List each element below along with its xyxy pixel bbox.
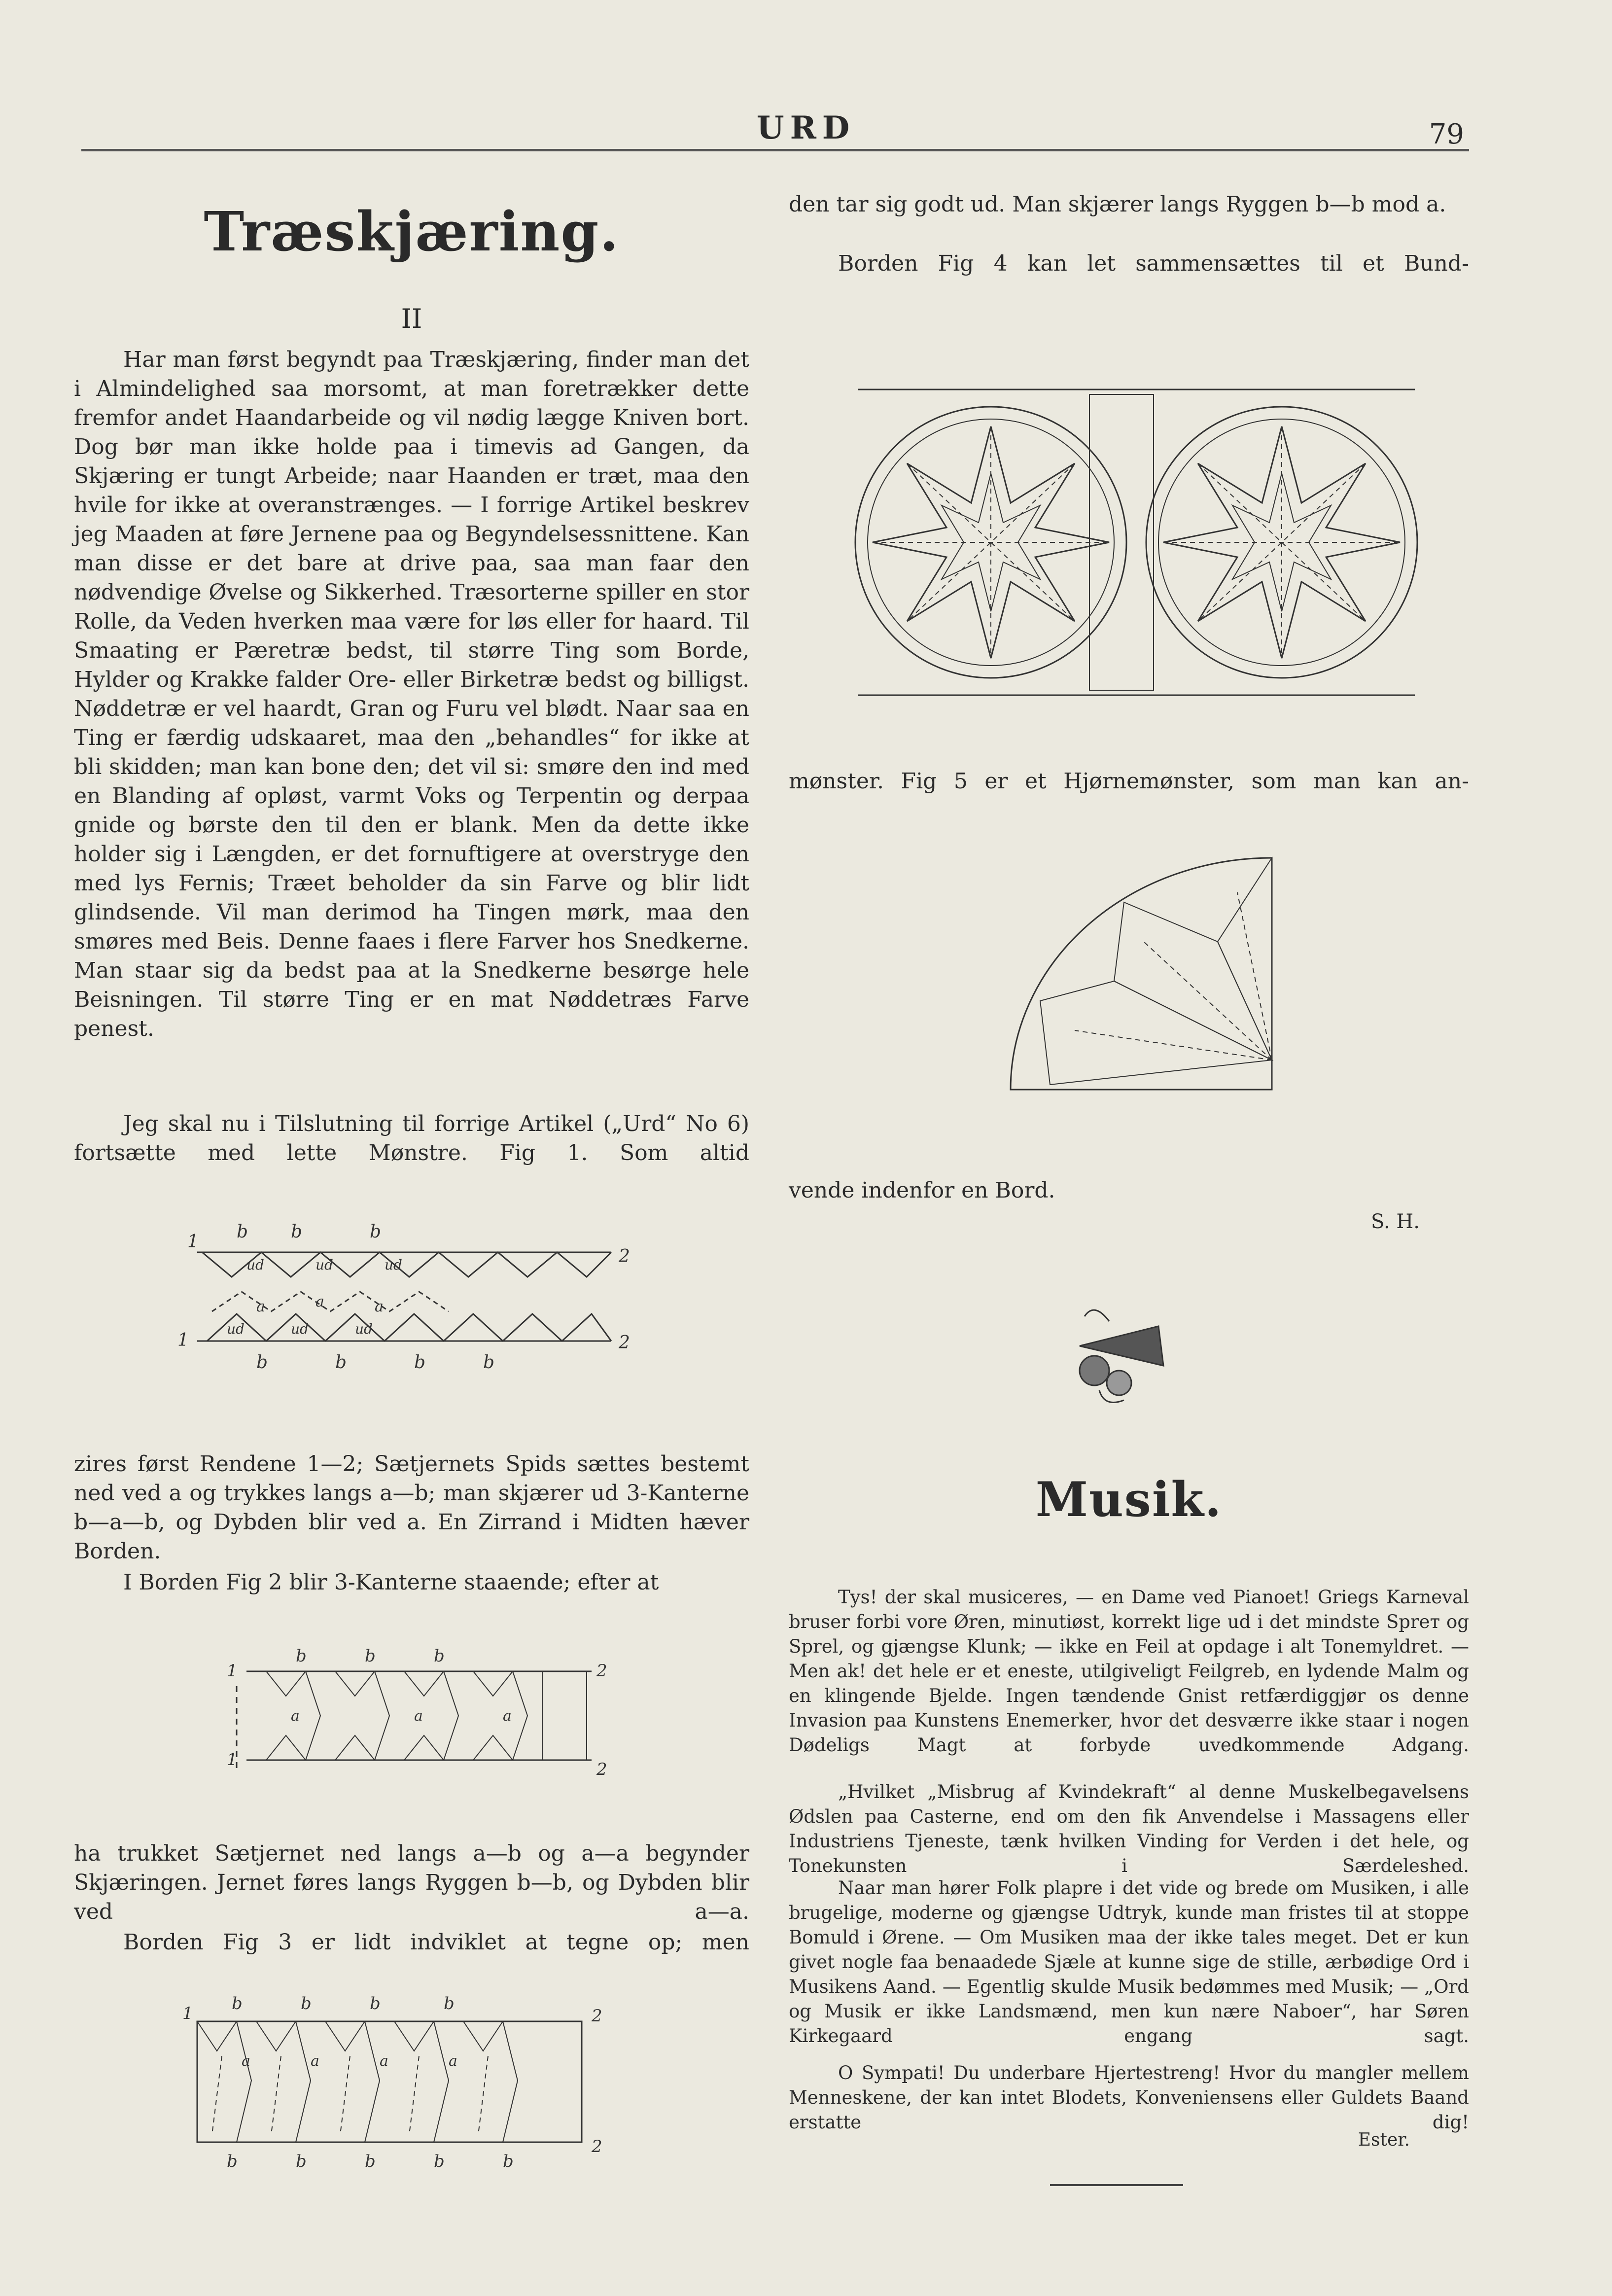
svg-text:ud: ud — [227, 1321, 245, 1337]
svg-text:b: b — [434, 1646, 445, 1666]
signature: S. H. — [1370, 1210, 1420, 1233]
page-number: 79 — [1429, 118, 1464, 150]
section-number: II — [401, 303, 422, 334]
body-paragraph: vende indenfor en Bord. — [789, 1178, 1055, 1203]
flower-fan-ornament — [1060, 1297, 1173, 1412]
svg-text:b: b — [370, 1222, 382, 1242]
svg-text:2: 2 — [592, 2137, 602, 2156]
svg-text:1: 1 — [227, 1661, 238, 1681]
body-paragraph: mønster. Fig 5 er et Hjørnemønster, som man kan an- — [789, 769, 1469, 794]
svg-text:a: a — [256, 1298, 265, 1315]
svg-text:b: b — [365, 1646, 376, 1666]
music-signature: Ester. — [1358, 2130, 1410, 2150]
figure-5-corner-pattern — [1006, 853, 1282, 1099]
body-paragraph: Jeg skal nu i Tilslutning til forrige Artikel („Urd“ No 6) fortsætte med lette Mønstre. Fig 1. Som altid — [74, 1111, 749, 1166]
svg-text:ud: ud — [246, 1257, 264, 1273]
svg-text:a: a — [414, 1707, 423, 1725]
body-paragraph: zires først Rendene 1—2; Sætjernets Spids sættes bestemt ned ved a og trykkes langs a—b; man skjærer ud 3-Kanterne b—a—b, og Dybden blir ved a. En Zirrand i Midten hæver Borden. — [74, 1451, 749, 1564]
article-title: Træskjæring. — [204, 200, 620, 263]
svg-text:1: 1 — [227, 1750, 238, 1769]
svg-text:b: b — [256, 1352, 268, 1373]
svg-text:2: 2 — [592, 2006, 602, 2026]
svg-text:2: 2 — [596, 1760, 607, 1779]
svg-text:a: a — [503, 1707, 512, 1725]
figure-4-rosette-border — [848, 380, 1449, 705]
svg-text:b: b — [227, 2152, 238, 2171]
svg-text:b: b — [335, 1352, 347, 1373]
svg-text:1: 1 — [182, 2004, 193, 2023]
svg-text:b: b — [370, 1994, 381, 2013]
svg-text:b: b — [414, 1352, 426, 1373]
svg-text:a: a — [242, 2052, 250, 2070]
svg-text:2: 2 — [619, 1333, 630, 1353]
header-rule — [81, 149, 1469, 151]
body-paragraph: ha trukket Sætjernet ned langs a—b og a—a begynder Skjæringen. Jernet føres langs Ryggen b—b, og Dybden blir ved a—a. — [74, 1841, 749, 1924]
journal-title: URD — [756, 109, 856, 146]
figure-3-border-pattern — [168, 1992, 621, 2174]
body-paragraph: Borden Fig 3 er lidt indviklet at tegne op; men — [123, 1930, 749, 1955]
svg-text:2: 2 — [596, 1661, 607, 1681]
svg-text:a: a — [315, 1293, 324, 1310]
body-paragraph: I Borden Fig 2 blir 3-Kanterne staaende; efter at — [123, 1570, 659, 1595]
body-paragraph: den tar sig godt ud. Man skjærer langs Ryggen b—b mod a. — [789, 192, 1446, 217]
svg-text:b: b — [237, 1222, 248, 1242]
svg-text:1: 1 — [187, 1232, 199, 1252]
svg-text:b: b — [483, 1352, 495, 1373]
svg-text:a: a — [311, 2052, 319, 2070]
svg-text:b: b — [434, 2152, 445, 2171]
svg-text:a: a — [291, 1707, 300, 1725]
music-paragraph: Tys! der skal musiceres, — en Dame ved Pianoet! Griegs Karneval bruser forbi vore Øren, minutiøst, korrekt lige ud i det mindste Sprет og Sprel, og gjængse Klunk; — ikke en Feil at opdage i alt Tonemyldret. — Men ak! det hele er et eneste, utilgiveligt Feilgreb, en lydende Malm og en klingende Bjelde. Ingen tændende Gnist retfærdiggjør os denne Invasion paa Kunstens Enemerker, hvor det desværre ikke staar i nogen Dødeligs Magt at forbyde uvedkommende Adgang. — [789, 1587, 1469, 1756]
music-paragraph: Naar man hører Folk plapre i det vide og brede om Musiken, i alle brugelige, moderne og gjængse Udtryk, kunde man fristes til at stoppe Bomuld i Ørene. — Om Musiken maa der ikke tales meget. Det er kun givet nogle faa benaadede Sjæle at kunne sige de stille, ærbødige Ord i Musikens Aand. — Egentlig skulde Musik bedømmes med Musik; — „Ord og Musik er ikke Landsmænd, men kun nære Naboer“, har Søren Kirkegaard engang sagt. — [789, 1877, 1469, 2047]
music-paragraph: O Sympati! Du underbare Hjertestreng! Hvor du mangler mellem Menneskene, der kan intet Blodets, Konveniensens eller Guldets Baand erstatte dig! — [789, 2062, 1469, 2133]
figure-2-border-pattern — [217, 1642, 621, 1790]
svg-text:b: b — [296, 1646, 307, 1666]
svg-text:b: b — [444, 1994, 455, 2013]
svg-text:ud: ud — [315, 1257, 333, 1273]
figure-1-border-pattern — [168, 1218, 641, 1380]
svg-text:b: b — [291, 1222, 303, 1242]
section-title-music: Musik. — [1035, 1472, 1223, 1527]
svg-text:b: b — [296, 2152, 307, 2171]
svg-text:b: b — [301, 1994, 312, 2013]
end-rule — [1050, 2184, 1183, 2186]
svg-text:b: b — [503, 2152, 514, 2171]
svg-text:2: 2 — [619, 1246, 630, 1267]
body-paragraph: Har man først begyndt paa Træskjæring, finder man det i Almindelighed saa morsomt, at man foretrækker dette fremfor andet Haandarbeide og vil nødig lægge Kniven bort. Dog bør man ikke holde paa i timevis ad Gangen, da Skjæring er tungt Arbeide; naar Haanden er træt, maa den hvile for ikke at overanstrænges. — I forrige Artikel beskrev jeg Maaden at føre Jernene paa og Begyndelsessnittene. Kan man disse er det bare at drive paa, saa man faar den nødvendige Øvelse og Sikkerhed. Træsorterne spiller en stor Rolle, da Veden hverken maa være for løs eller for haard. Til Smaating er Pæretræ bedst, til større Ting som Borde, Hylder og Krakke falder Ore- eller Birketræ bedst og billigst. Nøddetræ er vel haardt, Gran og Furu vel blødt. Naar saa en Ting er færdig udskaaret, maa den „behandles“ for ikke at bli skidden; man kan bone den; det vil si: smøre den ind med en Blanding af opløst, varmt Voks og Terpentin og derpaa gnide og børste den til den er blank. Men da dette ikke holder sig i Længden, er det fornuftigere at overstryge den med lys Fernis; Træet beholder da sin Farve og blir lidt glindsende. Vil man derimod ha Tingen mørk, maa den smøres med Beis. Denne faaes i flere Farver hos Snedkerne. Man staar sig da bedst paa at la Snedkerne besørge hele Beisningen. Til større Ting er en mat Nøddetræs Farve penest. — [74, 347, 749, 1041]
music-paragraph: „Hvilket „Misbrug af Kvindekraft“ al denne Muskelbegavelsens Ødslen paa Casterne, end om den fik Anvendelse i Massagens eller Industriens Tjeneste, tænk hvilken Vinding for Verden i det hele, og Tonekunsten i Særdeleshed. — [789, 1781, 1469, 1876]
svg-text:ud: ud — [291, 1321, 309, 1337]
svg-text:b: b — [365, 2152, 376, 2171]
svg-text:a: a — [449, 2052, 457, 2070]
svg-text:b: b — [232, 1994, 243, 2013]
svg-text:ud: ud — [355, 1321, 373, 1337]
body-paragraph: Borden Fig 4 kan let sammensættes til et Bund- — [838, 251, 1469, 276]
svg-text:a: a — [375, 1298, 384, 1315]
svg-text:ud: ud — [385, 1257, 402, 1273]
svg-text:1: 1 — [177, 1330, 189, 1350]
svg-text:a: a — [380, 2052, 388, 2070]
